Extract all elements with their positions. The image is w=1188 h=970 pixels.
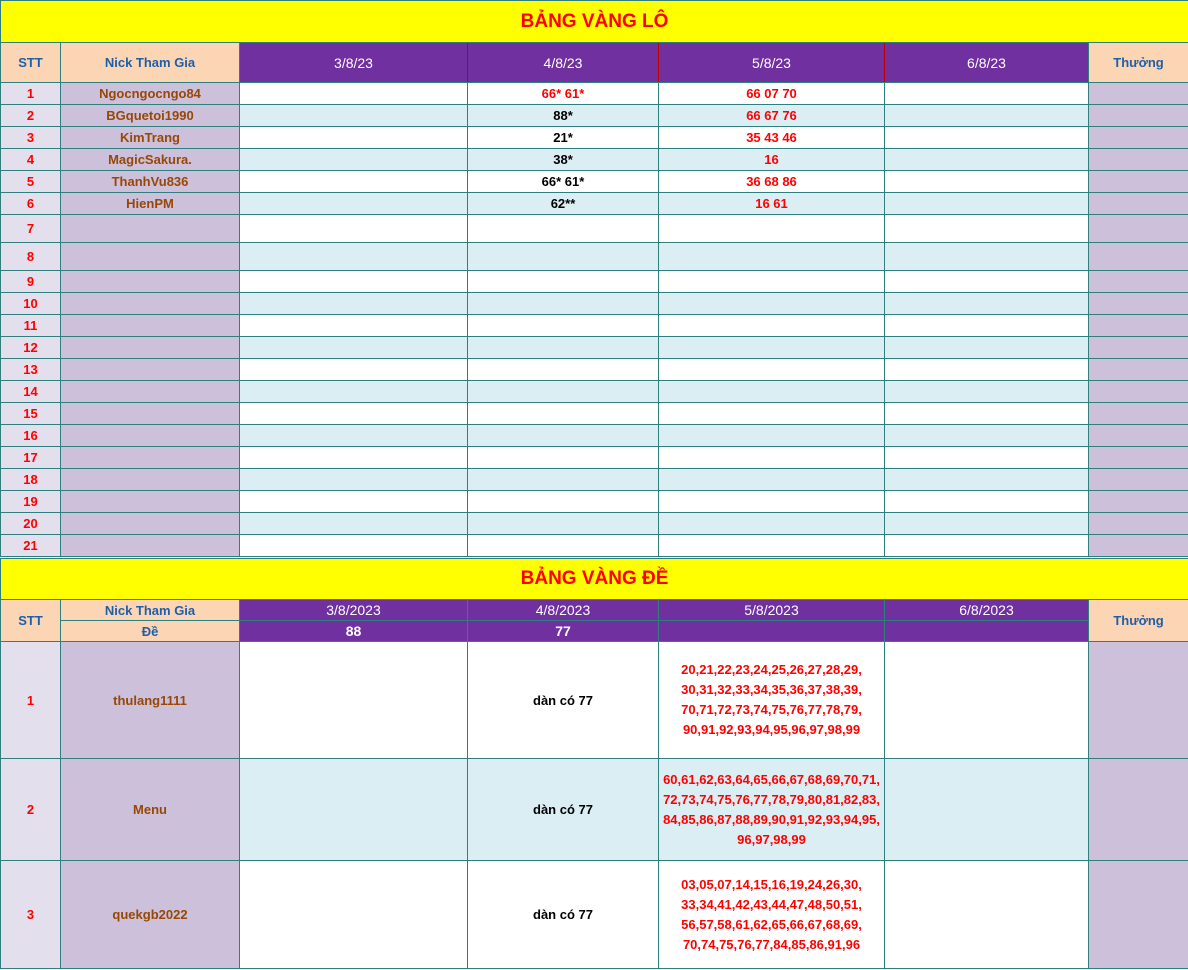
row-date-1 xyxy=(240,403,468,425)
row-thuong xyxy=(1089,193,1188,215)
row-date-1 xyxy=(240,215,468,243)
row-stt: 4 xyxy=(1,149,61,171)
row-date-2 xyxy=(468,293,659,315)
lo-header-date-4: 6/8/23 xyxy=(885,43,1089,83)
row-date-4 xyxy=(885,83,1089,105)
row-nick xyxy=(61,381,240,403)
row-nick xyxy=(61,513,240,535)
row-date-1 xyxy=(240,491,468,513)
row-date-4 xyxy=(885,513,1089,535)
row-date-1 xyxy=(240,425,468,447)
row-date-4 xyxy=(885,243,1089,271)
row-thuong xyxy=(1089,127,1188,149)
de-table xyxy=(0,558,1188,969)
table-row xyxy=(1,759,1188,861)
table-row xyxy=(1,127,1188,149)
table-row xyxy=(1,359,1188,381)
table-row xyxy=(1,447,1188,469)
table-row xyxy=(1,513,1188,535)
row-stt: 3 xyxy=(1,127,61,149)
dan-line: 30,31,32,33,34,35,36,37,38,39, xyxy=(681,682,862,697)
row-nick: Menu xyxy=(61,759,240,861)
row-thuong xyxy=(1089,381,1188,403)
row-nick xyxy=(61,447,240,469)
table-row xyxy=(1,315,1188,337)
row-date-4 xyxy=(885,193,1089,215)
table-row xyxy=(1,381,1188,403)
row-nick xyxy=(61,403,240,425)
row-date-4 xyxy=(885,337,1089,359)
row-date-2 xyxy=(468,447,659,469)
row-date-1 xyxy=(240,83,468,105)
de-result-3 xyxy=(659,621,885,642)
row-date-3: 35 43 46 xyxy=(659,127,885,149)
row-dan-list xyxy=(659,759,885,861)
row-thuong xyxy=(1089,149,1188,171)
row-date-1 xyxy=(240,513,468,535)
row-stt: 18 xyxy=(1,469,61,491)
de-title: BẢNG VÀNG ĐỀ xyxy=(1,559,1188,600)
row-nick: Ngocngocngo84 xyxy=(61,83,240,105)
row-date-1 xyxy=(240,193,468,215)
table-row xyxy=(1,491,1188,513)
lo-header-thuong: Thưởng xyxy=(1089,43,1188,83)
row-dan-list xyxy=(659,861,885,969)
row-date-1 xyxy=(240,243,468,271)
row-stt: 2 xyxy=(1,759,61,861)
table-row xyxy=(1,293,1188,315)
row-date-4 xyxy=(885,425,1089,447)
row-nick xyxy=(61,337,240,359)
row-thuong xyxy=(1089,215,1188,243)
row-nick: ThanhVu836 xyxy=(61,171,240,193)
dan-line: 70,71,72,73,74,75,76,77,78,79, xyxy=(681,702,862,717)
row-date-4 xyxy=(885,359,1089,381)
row-stt: 6 xyxy=(1,193,61,215)
table-row xyxy=(1,403,1188,425)
row-date-2: 62** xyxy=(468,193,659,215)
row-nick: quekgb2022 xyxy=(61,861,240,969)
row-date-1 xyxy=(240,271,468,293)
row-nick: BGquetoi1990 xyxy=(61,105,240,127)
row-nick xyxy=(61,271,240,293)
lo-header-date-2: 4/8/23 xyxy=(468,43,659,83)
row-thuong xyxy=(1089,759,1188,861)
row-stt: 9 xyxy=(1,271,61,293)
row-thuong xyxy=(1089,83,1188,105)
table-row xyxy=(1,469,1188,491)
table-row xyxy=(1,861,1188,969)
row-stt: 7 xyxy=(1,215,61,243)
row-date-3 xyxy=(659,359,885,381)
row-date-4 xyxy=(885,171,1089,193)
row-date-1 xyxy=(240,315,468,337)
dan-line: 56,57,58,61,62,65,66,67,68,69, xyxy=(681,916,862,932)
row-date-2 xyxy=(468,337,659,359)
row-nick: HienPM xyxy=(61,193,240,215)
row-nick xyxy=(61,469,240,491)
row-date-4 xyxy=(885,535,1089,557)
row-date-3 xyxy=(659,447,885,469)
row-date-2 xyxy=(468,243,659,271)
row-nick: KimTrang xyxy=(61,127,240,149)
row-date-2 xyxy=(468,491,659,513)
table-row xyxy=(1,83,1188,105)
row-date-4 xyxy=(885,149,1089,171)
row-date-4 xyxy=(885,215,1089,243)
row-thuong xyxy=(1089,337,1188,359)
table-row xyxy=(1,171,1188,193)
de-header-de-label: Đề xyxy=(61,621,240,642)
row-nick xyxy=(61,243,240,271)
row-date-1 xyxy=(240,337,468,359)
row-date-1 xyxy=(240,469,468,491)
row-thuong xyxy=(1089,861,1188,969)
row-nick xyxy=(61,535,240,557)
row-date-3 xyxy=(659,491,885,513)
row-thuong xyxy=(1089,243,1188,271)
row-date-2 xyxy=(468,315,659,337)
row-date-4 xyxy=(885,469,1089,491)
table-row xyxy=(1,535,1188,557)
de-header-date-3: 5/8/2023 xyxy=(659,600,885,621)
lo-header-nick: Nick Tham Gia xyxy=(61,43,240,83)
table-row xyxy=(1,105,1188,127)
row-date-4 xyxy=(885,759,1089,861)
de-result-2: 77 xyxy=(468,621,659,642)
row-date-4 xyxy=(885,127,1089,149)
row-date-1 xyxy=(240,447,468,469)
row-date-2 xyxy=(468,215,659,243)
row-date-1 xyxy=(240,861,468,969)
table-row xyxy=(1,193,1188,215)
row-date-2 xyxy=(468,403,659,425)
row-thuong xyxy=(1089,105,1188,127)
row-date-2: dàn có 77 xyxy=(468,861,659,969)
row-date-1 xyxy=(240,642,468,759)
table-row xyxy=(1,271,1188,293)
lo-header-stt: STT xyxy=(1,43,61,83)
row-date-3: 36 68 86 xyxy=(659,171,885,193)
row-date-3 xyxy=(659,293,885,315)
row-thuong xyxy=(1089,293,1188,315)
row-thuong xyxy=(1089,403,1188,425)
row-thuong xyxy=(1089,271,1188,293)
de-header-date-4: 6/8/2023 xyxy=(885,600,1089,621)
row-date-2 xyxy=(468,271,659,293)
row-date-4 xyxy=(885,447,1089,469)
row-stt: 15 xyxy=(1,403,61,425)
de-result-1: 88 xyxy=(240,621,468,642)
row-date-3: 66 67 76 xyxy=(659,105,885,127)
row-date-1 xyxy=(240,293,468,315)
row-date-3 xyxy=(659,315,885,337)
row-stt: 16 xyxy=(1,425,61,447)
row-stt: 1 xyxy=(1,83,61,105)
dan-line: 96,97,98,99 xyxy=(737,831,806,847)
row-date-3: 66 07 70 xyxy=(659,83,885,105)
row-thuong xyxy=(1089,359,1188,381)
row-nick xyxy=(61,293,240,315)
row-stt: 19 xyxy=(1,491,61,513)
row-date-3: 16 xyxy=(659,149,885,171)
row-date-3 xyxy=(659,513,885,535)
row-date-3 xyxy=(659,243,885,271)
row-thuong xyxy=(1089,642,1188,759)
row-nick xyxy=(61,315,240,337)
row-thuong xyxy=(1089,447,1188,469)
row-date-2 xyxy=(468,381,659,403)
dan-line: 84,85,86,87,88,89,90,91,92,93,94,95, xyxy=(663,811,880,827)
table-row xyxy=(1,149,1188,171)
dan-line: 20,21,22,23,24,25,26,27,28,29, xyxy=(681,662,862,677)
row-nick xyxy=(61,425,240,447)
row-thuong xyxy=(1089,469,1188,491)
de-result-4 xyxy=(885,621,1089,642)
row-date-4 xyxy=(885,491,1089,513)
row-date-3 xyxy=(659,337,885,359)
lo-title: BẢNG VÀNG LÔ xyxy=(1,1,1188,43)
row-date-2: 88* xyxy=(468,105,659,127)
row-date-2: dàn có 77 xyxy=(468,759,659,861)
row-thuong xyxy=(1089,513,1188,535)
row-date-3 xyxy=(659,215,885,243)
row-stt: 11 xyxy=(1,315,61,337)
row-thuong xyxy=(1089,491,1188,513)
row-date-3 xyxy=(659,535,885,557)
row-thuong xyxy=(1089,425,1188,447)
row-date-4 xyxy=(885,271,1089,293)
row-date-4 xyxy=(885,293,1089,315)
row-date-4 xyxy=(885,315,1089,337)
row-thuong xyxy=(1089,315,1188,337)
lo-header-date-3: 5/8/23 xyxy=(659,43,885,83)
row-stt: 20 xyxy=(1,513,61,535)
row-date-1 xyxy=(240,105,468,127)
row-thuong xyxy=(1089,535,1188,557)
table-row xyxy=(1,337,1188,359)
de-header-stt: STT xyxy=(1,600,61,642)
row-date-2 xyxy=(468,425,659,447)
row-stt: 3 xyxy=(1,861,61,969)
row-stt: 21 xyxy=(1,535,61,557)
row-date-2: 66* 61* xyxy=(468,171,659,193)
dan-line: 70,74,75,76,77,84,85,86,91,96 xyxy=(682,936,861,952)
row-date-4 xyxy=(885,381,1089,403)
row-dan-list xyxy=(659,642,885,759)
row-date-1 xyxy=(240,535,468,557)
row-date-2: 66* 61* xyxy=(468,83,659,105)
row-date-1 xyxy=(240,759,468,861)
row-nick: MagicSakura. xyxy=(61,149,240,171)
row-date-2: 38* xyxy=(468,149,659,171)
de-header-date-1: 3/8/2023 xyxy=(240,600,468,621)
row-date-4 xyxy=(885,642,1089,759)
dan-line: 60,61,62,63,64,65,66,67,68,69,70,71, xyxy=(663,771,880,787)
lo-body xyxy=(1,83,1188,557)
row-date-3: 16 61 xyxy=(659,193,885,215)
row-date-1 xyxy=(240,359,468,381)
dan-line: 72,73,74,75,76,77,78,79,80,81,82,83, xyxy=(663,791,880,807)
de-body xyxy=(1,642,1188,969)
de-header-date-2: 4/8/2023 xyxy=(468,600,659,621)
table-row xyxy=(1,215,1188,243)
row-stt: 1 xyxy=(1,642,61,759)
row-date-1 xyxy=(240,381,468,403)
row-date-4 xyxy=(885,105,1089,127)
row-stt: 8 xyxy=(1,243,61,271)
row-date-1 xyxy=(240,127,468,149)
row-date-3 xyxy=(659,381,885,403)
row-date-2: 21* xyxy=(468,127,659,149)
row-date-3 xyxy=(659,469,885,491)
row-date-2 xyxy=(468,469,659,491)
row-thuong xyxy=(1089,171,1188,193)
dan-line: 33,34,41,42,43,44,47,48,50,51, xyxy=(681,896,862,912)
row-date-4 xyxy=(885,403,1089,425)
row-stt: 17 xyxy=(1,447,61,469)
dan-line: 03,05,07,14,15,16,19,24,26,30, xyxy=(681,876,862,892)
row-stt: 2 xyxy=(1,105,61,127)
row-date-2 xyxy=(468,513,659,535)
row-stt: 12 xyxy=(1,337,61,359)
row-date-3 xyxy=(659,271,885,293)
row-stt: 10 xyxy=(1,293,61,315)
row-stt: 14 xyxy=(1,381,61,403)
dan-line: 90,91,92,93,94,95,96,97,98,99 xyxy=(682,722,861,737)
row-stt: 13 xyxy=(1,359,61,381)
lo-header-date-1: 3/8/23 xyxy=(240,43,468,83)
row-stt: 5 xyxy=(1,171,61,193)
de-header-nick: Nick Tham Gia xyxy=(61,600,240,621)
table-row xyxy=(1,642,1188,759)
row-date-3 xyxy=(659,403,885,425)
row-date-3 xyxy=(659,425,885,447)
de-header-thuong: Thưởng xyxy=(1089,600,1188,642)
row-date-1 xyxy=(240,171,468,193)
row-nick xyxy=(61,215,240,243)
row-nick: thulang1111 xyxy=(61,642,240,759)
row-nick xyxy=(61,491,240,513)
row-date-4 xyxy=(885,861,1089,969)
table-row xyxy=(1,425,1188,447)
row-date-2 xyxy=(468,535,659,557)
row-date-2 xyxy=(468,359,659,381)
table-row xyxy=(1,243,1188,271)
row-date-2: dàn có 77 xyxy=(468,642,659,759)
row-nick xyxy=(61,359,240,381)
row-date-1 xyxy=(240,149,468,171)
